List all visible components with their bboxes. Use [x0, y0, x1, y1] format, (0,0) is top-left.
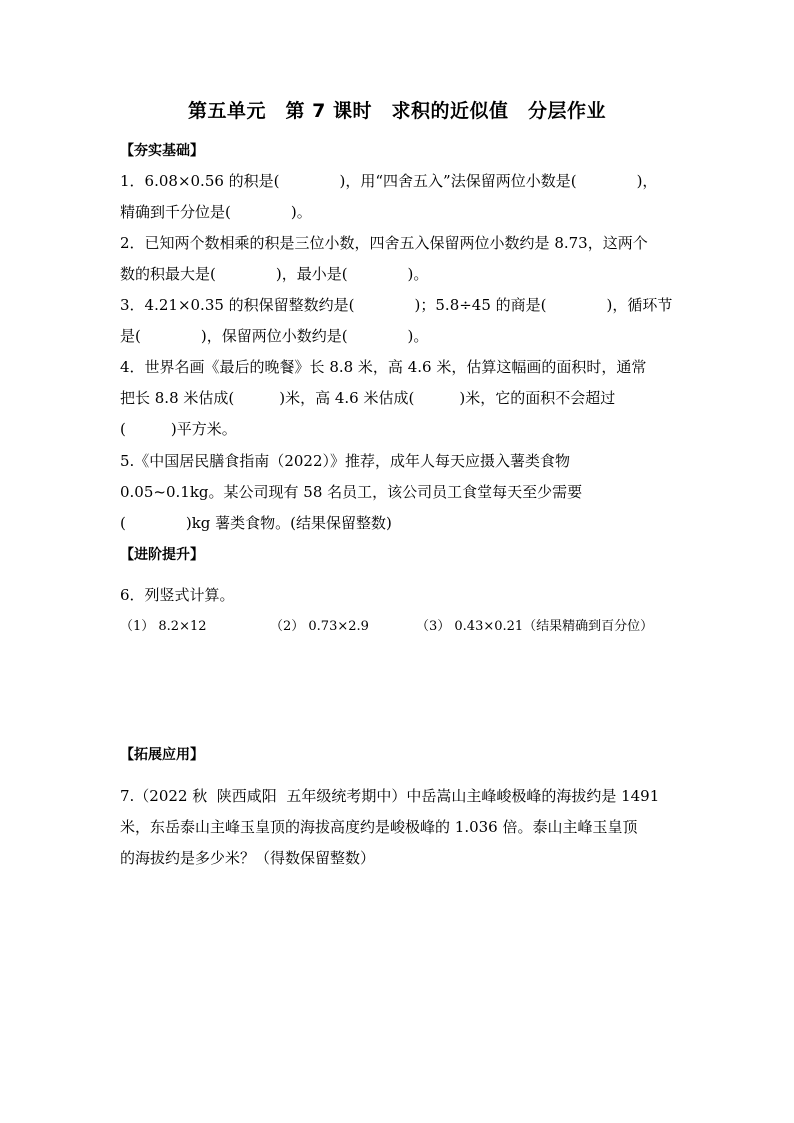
- question-1-line-1: 1．6.08×0.56 的积是( )，用“四舍五入”法保留两位小数是( )，: [120, 172, 658, 190]
- question-3-line-2: 是( )，保留两位小数约是( )。: [120, 327, 429, 345]
- question-6-item-3: （3） 0.43×0.21（结果精确到百分位）: [416, 619, 654, 634]
- question-5-line-1: 5.《中国居民膳食指南（2022）》推荐，成年人每天应摄入薯类食物: [120, 452, 570, 470]
- question-4-line-1: 4．世界名画《最后的晚餐》长 8.8 米，高 4.6 米，估算这幅画的面积时，通常: [120, 358, 647, 376]
- question-3-line-1: 3．4.21×0.35 的积保留整数约是( )；5.8÷45 的商是( )，循环节: [120, 296, 673, 314]
- section-basic-heading: 【夯实基础】: [120, 143, 204, 159]
- question-1-line-2: 精确到千分位是( )。: [120, 203, 312, 221]
- question-2-line-2: 数的积最大是( )，最小是( )。: [120, 265, 429, 283]
- question-6-stem: 6．列竖式计算。: [120, 586, 235, 604]
- question-5-line-2: 0.05~0.1kg。某公司现有 58 名员工，该公司员工食堂每天至少需要: [120, 483, 583, 501]
- section-extend-heading: 【拓展应用】: [120, 747, 204, 763]
- question-6-item-2: （2） 0.73×2.9: [270, 619, 369, 634]
- question-2-line-1: 2．已知两个数相乘的积是三位小数，四舍五入保留两位小数约是 8.73，这两个: [120, 234, 648, 252]
- page-title: 第五单元 第 7 课时 求积的近似值 分层作业: [188, 100, 606, 122]
- question-7-line-1: 7.（2022 秋 陕西咸阳 五年级统考期中）中岳嵩山主峰峻极峰的海拔约是 1491: [120, 787, 660, 805]
- question-4-line-3: ( )平方米。: [120, 420, 237, 438]
- question-7-line-2: 米，东岳泰山主峰玉皇顶的海拔高度约是峻极峰的 1.036 倍。泰山主峰玉皇顶: [120, 818, 638, 836]
- question-6-item-1: （1） 8.2×12: [120, 619, 207, 634]
- question-7-line-3: 的海拔约是多少米？（得数保留整数）: [120, 849, 376, 867]
- section-advanced-heading: 【进阶提升】: [120, 547, 204, 563]
- question-5-line-3: ( )kg 薯类食物。(结果保留整数): [120, 514, 392, 532]
- question-4-line-2: 把长 8.8 米估成( )米，高 4.6 米估成( )米，它的面积不会超过: [120, 389, 616, 407]
